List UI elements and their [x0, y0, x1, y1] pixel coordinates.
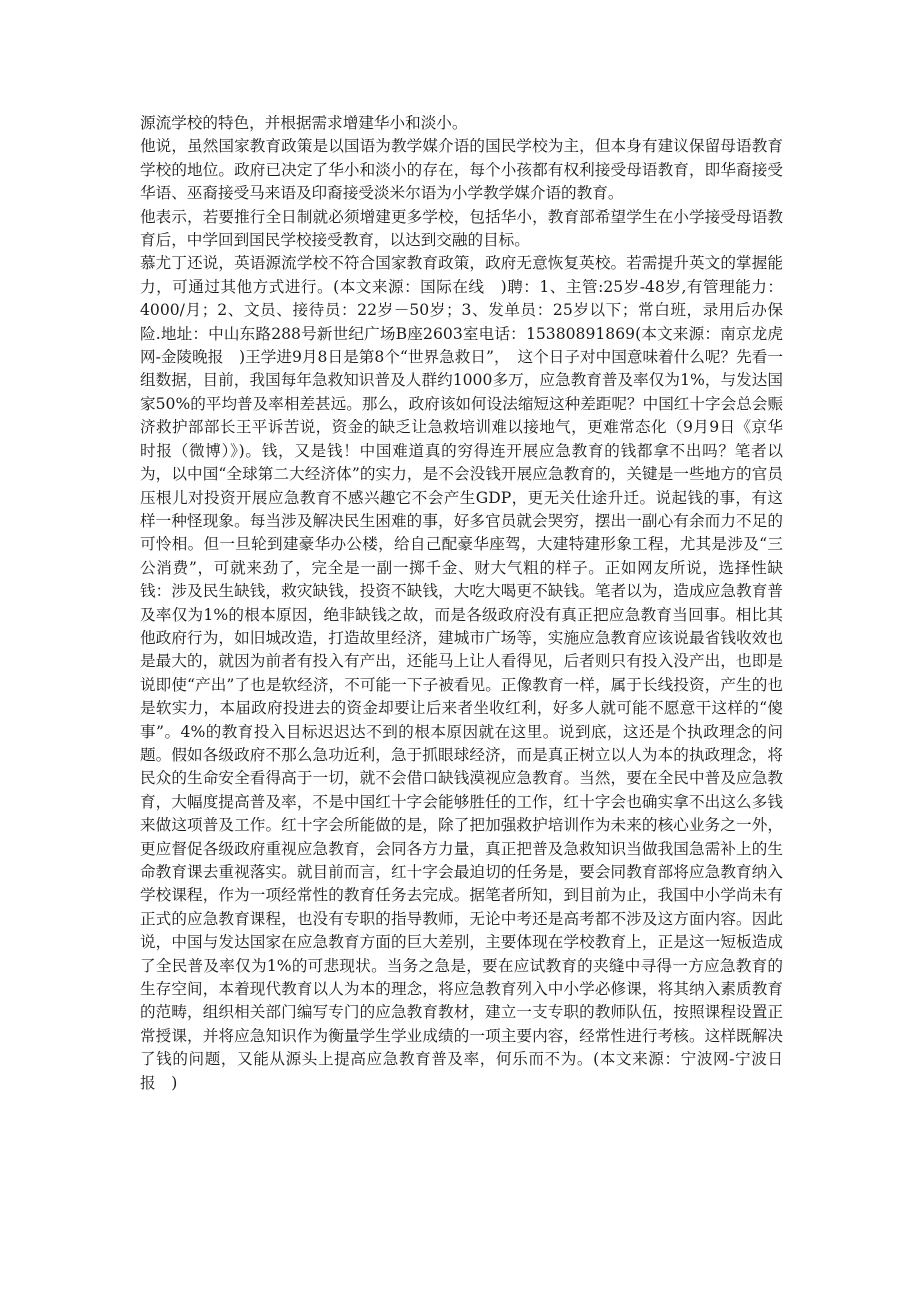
- paragraph: 他表示，若要推行全日制就必须增建更多学校，包括华小，教育部希望学生在小学接受母语教育后，中学回到国民学校接受教育，以达到交融的目标。: [140, 207, 783, 250]
- paragraph: 慕尤丁还说，英语源流学校不符合国家教育政策，政府无意恢复英校。若需提升英文的掌握能力，可通过其他方式进行。(本文来源：国际在线 )聘：1、主管:25岁-48岁,有管理能力：4000/月；2、文员、接待员：22岁－50岁；3、发单员：25岁以下；常白班，录用后办保险.地址：中山东路288号新世纪广场B座2603室电话：15380891869(本文来源：南京龙虎网-金陵晚报 )王学进9月8日是第8个“世界急救日”， 这个日子对中国意味着什么呢？先看一组数据，目前，我国每年急救知识普及人群约1000多万，应急教育普及率仅为1%，与发达国家50%的平均普及率相差甚远。那么，政府该如何设法缩短这种差距呢？中国红十字会总会赈济救护部部长王平诉苦说，资金的缺乏让急救培训难以接地气，更难常态化（9月9日《京华时报（微博）》)。钱，又是钱！中国难道真的穷得连开展应急教育的钱都拿不出吗？笔者以为，以中国“全球第二大经济体”的实力，是不会没钱开展应急教育的，关键是一些地方的官员压根儿对投资开展应急教育不感兴趣它不会产生GDP，更无关仕途升迁。说起钱的事，有这样一种怪现象。每当涉及解决民生困难的事，好多官员就会哭穷，摆出一副心有余而力不足的可怜相。但一旦轮到建豪华办公楼，给自己配豪华座驾，大建特建形象工程，尤其是涉及“三公消费”，可就来劲了，完全是一副一掷千金、财大气粗的样子。正如网友所说，选择性缺钱：涉及民生缺钱，救灾缺钱，投资不缺钱，大吃大喝更不缺钱。笔者以为，造成应急教育普及率仅为1%的根本原因，绝非缺钱之故，而是各级政府没有真正把应急教育当回事。相比其他政府行为，如旧城改造，打造故里经济，建城市广场等，实施应急教育应该说最省钱收效也是最大的，就因为前者有投入有产出，还能马上让人看得见，后者则只有投入没产出，也即是说即使“产出”了也是软经济，不可能一下子被看见。正像教育一样，属于长线投资，产生的也是软实力，本届政府投进去的资金却要让后来者坐收红利，好多人就可能不愿意干这样的“傻事”。4%的教育投入目标迟迟达不到的根本原因就在这里。说到底，这还是个执政理念的问题。假如各级政府不那么急功近利，急于抓眼球经济，而是真正树立以人为本的执政理念，将民众的生命安全看得高于一切，就不会借口缺钱漠视应急教育。当然，要在全民中普及应急教育，大幅度提高普及率，不是中国红十字会能够胜任的工作，红十字会也确实拿不出这么多钱来做这项普及工作。红十字会所能做的是，除了把加强救护培训作为未来的核心业务之一外，更应督促各级政府重视应急教育，会同各方力量，真正把普及急救知识当做我国急需补上的生命教育课去重视落实。就目前而言，红十字会最迫切的任务是，要会同教育部将应急教育纳入学校课程，作为一项经常性的教育任务去完成。据笔者所知，到目前为止，我国中小学尚未有正式的应急教育课程，也没有专职的指导教师，无论中考还是高考都不涉及这方面内容。因此说，中国与发达国家在应急教育方面的巨大差别，主要体现在学校教育上，正是这一短板造成了全民普及率仅为1%的可悲现状。当务之急是，要在应试教育的夹缝中寻得一方应急教育的生存空间，本着现代教育以人为本的理念，将应急教育列入中小学必修课，将其纳入素质教育的范畴，组织相关部门编写专门的应急教育教材，建立一支专职的教师队伍，按照课程设置正常授课，并将应急知识作为衡量学生学业成绩的一项主要内容，经常性进行考核。这样既解决了钱的问题，又能从源头上提高应急教育普及率，何乐而不为。(本文来源：宁波网-宁波日报 ): [140, 254, 783, 1092]
- document-body: [140, 112, 783, 1095]
- paragraph: 源流学校的特色，并根据需求增建华小和淡小。: [140, 114, 468, 132]
- paragraph: 他说，虽然国家教育政策是以国语为教学媒介语的国民学校为主，但本身有建议保留母语教育学校的地位。政府已决定了华小和淡小的存在，每个小孩都有权利接受母语教育，即华裔接受华语、巫裔接受马来语及印裔接受淡米尔语为小学教学媒介语的教育。: [140, 137, 783, 203]
